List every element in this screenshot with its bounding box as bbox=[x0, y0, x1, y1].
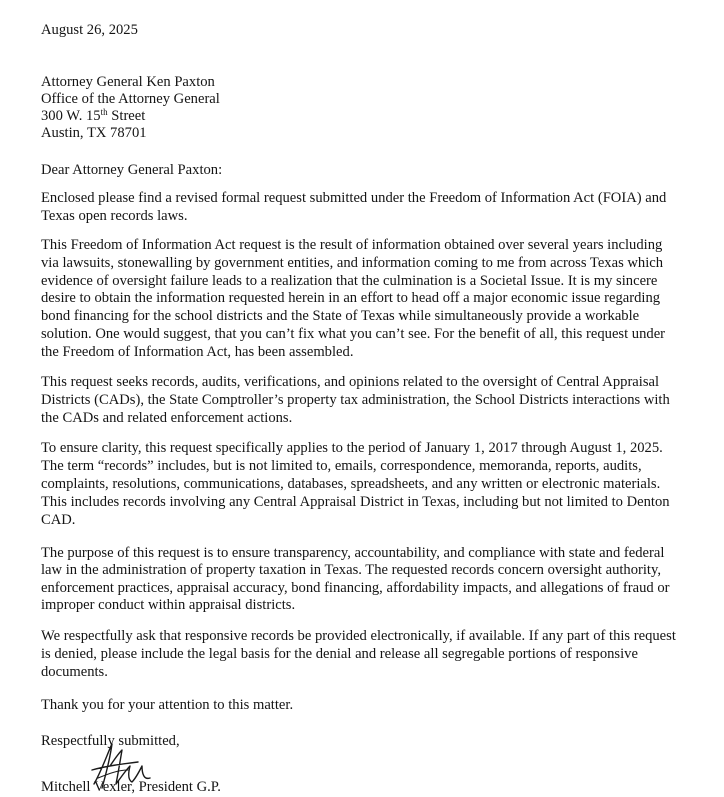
paragraph-line: Enclosed please find a revised formal request submitted under the Freedom of Information Act (FOIA) and bbox=[41, 190, 667, 206]
paragraph-line: the CADs and related enforcement actions. bbox=[41, 410, 293, 426]
paragraph-line: evidence of oversight failure leads to a realization that the culmination is a Societal Issue. It is my sincere bbox=[41, 273, 658, 289]
street-ordinal-suffix: th bbox=[100, 107, 108, 117]
paragraph-line: Districts (CADs), the State Comptroller’s property tax administration, the School Districts interactions with bbox=[41, 392, 670, 408]
recipient-city: Austin, TX 78701 bbox=[41, 125, 147, 141]
paragraph-line: bond financing for the school districts and the State of Texas while simultaneously provide a workable bbox=[41, 308, 640, 324]
handwritten-signature bbox=[88, 740, 158, 792]
paragraph-line: solution. One would suggest, that you can’t fix what you can’t see. For the benefit of all, this request under bbox=[41, 326, 666, 342]
paragraph-line: This request seeks records, audits, verifications, and opinions related to the oversight of Central Appraisal bbox=[41, 374, 660, 390]
paragraph-line: Texas open records laws. bbox=[41, 208, 188, 224]
street-number: 300 W. 15 bbox=[41, 108, 101, 124]
closing: Respectfully submitted, bbox=[41, 733, 180, 749]
paragraph-line: via lawsuits, stonewalling by government entities, and information coming to me from across Texas which bbox=[41, 255, 664, 271]
signature-name-line: Mitchell Vexler, President G.P. bbox=[41, 779, 221, 795]
recipient-street bbox=[41, 108, 145, 126]
paragraph-line: desire to obtain the information requested herein in an effort to head off a major economic issue regarding bbox=[41, 290, 661, 306]
paragraph-line: To ensure clarity, this request specifically applies to the period of January 1, 2017 through August 1, 2025. bbox=[41, 440, 663, 456]
paragraph-line: The term “records” includes, but is not limited to, emails, correspondence, memoranda, reports, audits, bbox=[41, 458, 642, 474]
paragraph-line: improper conduct within appraisal districts. bbox=[41, 597, 296, 613]
paragraph-line: enforcement practices, appraisal accuracy, bond financing, affordability impacts, and allegations of fraud or bbox=[41, 580, 670, 596]
paragraph-line: CAD. bbox=[41, 512, 76, 528]
paragraph-line: This includes records involving any Central Appraisal District in Texas, including but not limited to Denton bbox=[41, 494, 670, 510]
paragraph-line: law in the administration of property taxation in Texas. The requested records concern oversight authority, bbox=[41, 562, 661, 578]
letter-date: August 26, 2025 bbox=[41, 22, 138, 38]
street-name: Street bbox=[107, 108, 146, 124]
recipient-office: Office of the Attorney General bbox=[41, 91, 220, 107]
paragraph-line: is denied, please include the legal basis for the denial and release all segregable portions of responsive bbox=[41, 646, 638, 662]
recipient-name: Attorney General Ken Paxton bbox=[41, 74, 215, 90]
paragraph-line: Thank you for your attention to this matter. bbox=[41, 697, 294, 713]
paragraph-line: We respectfully ask that responsive records be provided electronically, if available. If any part of this request bbox=[41, 628, 676, 644]
paragraph-line: The purpose of this request is to ensure transparency, accountability, and compliance with state and federal bbox=[41, 545, 665, 561]
paragraph-line: This Freedom of Information Act request is the result of information obtained over several years including bbox=[41, 237, 663, 253]
paragraph-line: complaints, resolutions, communications, databases, spreadsheets, and any written or electronic materials. bbox=[41, 476, 661, 492]
salutation: Dear Attorney General Paxton: bbox=[41, 162, 223, 178]
paragraph-line: documents. bbox=[41, 664, 108, 680]
paragraph-line: the Freedom of Information Act, has been assembled. bbox=[41, 344, 354, 360]
